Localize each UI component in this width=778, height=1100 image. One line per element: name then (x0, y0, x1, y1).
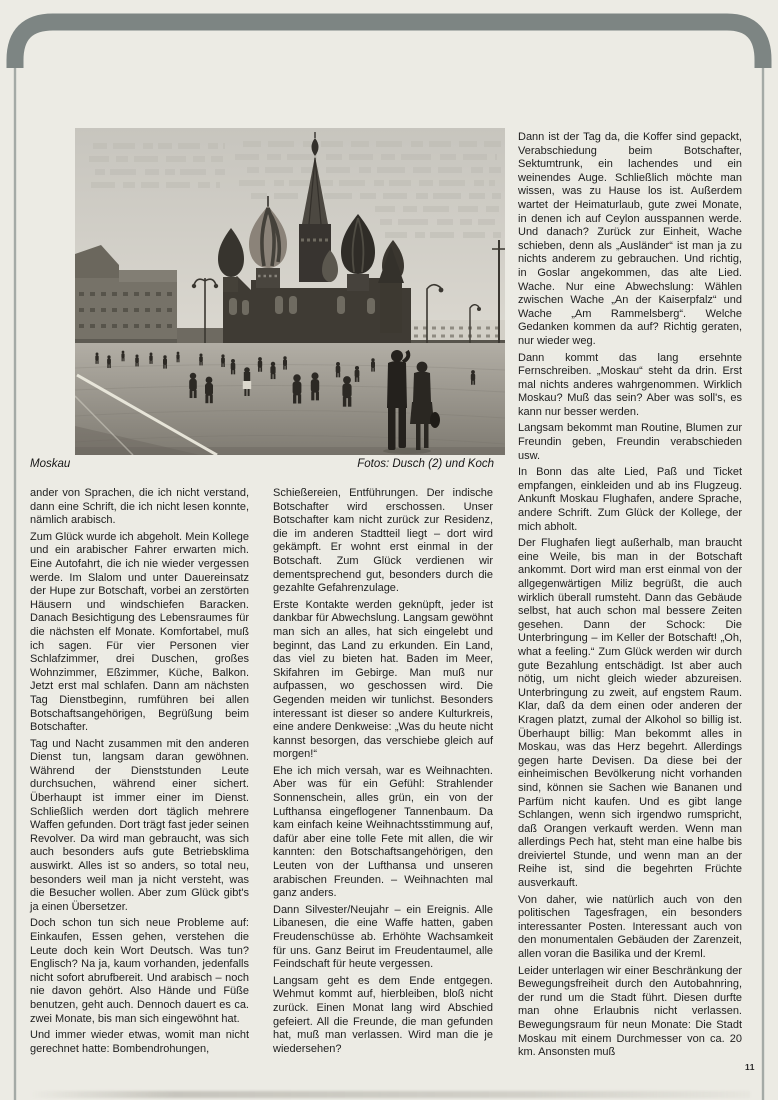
article-paragraph: Tag und Nacht zusammen mit den anderen Dienst tun, langsam daran gewöhnen. Während der Dienststunden Leute durchsuchen, während einer sichert. Überhaupt ist immer einer im Dienst. Schließlich werden dort täglich mehrere Waffen gefunden. Dort trägt fast jeder seinen Revolver. Da wird man gebraucht, was sich auch besonders aufs gute Betriebsklima auswirkt. Alles ist so anders, so total neu, besonders weil man ja nicht versteht, was die Besucher wollen. Aber zum Glück gibt's ja einen Übersetzer. (30, 737, 249, 913)
article-paragraph: Zum Glück wurde ich abgeholt. Mein Kollege und ein arabischer Fahrer erwarten mich. Eine Autofahrt, die ich nie wieder vergessen werde. Im Slalom und unter Dauereinsatz der Hupe zur Botschaft, vorbei an zerstörten Häusern und windschiefen Baracken. Danach Besichtigung des Lebensraumes für die nächsten elf Monate. Komfortabel, muß ich sagen. Für vier Personen vier Schlafzimmer, drei Duschen, großes Wohnzimmer, Eßzimmer, Küche, Balkon. Jetzt erst mal schlafen. Dann am nächsten Tag Dienstbeginn, rumführen bei allen Botschaftsangehörigen, Begrüßung beim Botschafter. (30, 530, 249, 734)
article-paragraph: In Bonn das alte Lied, Paß und Ticket empfangen, einkleiden und ab ins Flugzeug. Ankunft Moskau Flughafen, andere Sprache, andere Schrift. Zum Glück der Kollege, der mich abholt. (518, 466, 742, 533)
article-paragraph: Langsam bekommt man Routine, Blumen zur Freundin geben, Freundin verabschieden usw. (518, 422, 742, 462)
article-paragraph: Dann Silvester/Neujahr – ein Ereignis. Alle Libanesen, die eine Waffe hatten, gaben Freudenschüsse ab. Erhöhte Wachsamkeit für uns. Ganz Beirut im Freudentaumel, alle Feindschaft für heute vergessen. (273, 903, 493, 971)
photo-illustration (75, 128, 505, 455)
frame-top-band (15, 22, 763, 68)
bottom-smudge (30, 1091, 750, 1098)
article-paragraph: Leider unterlagen wir einer Beschränkung der Bewegungsfreiheit durch den Autobahnring, der rund um die Stadt führt. Diesen durfte man ohne Erlaubnis nicht verlassen. Bewegungsraum für neun Monate: Die Stadt Moskau mit einem Durchmesser von ca. 20 km. Ansonsten muß (518, 964, 742, 1059)
article-column-right (518, 131, 742, 1063)
article-column-left (30, 487, 249, 1059)
article-paragraph: Erste Kontakte werden geknüpft, jeder ist dankbar für Abwechslung. Langsam gewöhnt man sich an alles, hat sich eingelebt und beginnt, das Land zu erkunden. Ein Land, das viel zu bieten hat. Baden im Meer, Skifahren im Gebirge. Man muß nur aufpassen, wo geschossen wird. Die Gegenden meiden wir tunlichst. Besonders interessant ist dieser so andere Kulturkreis, eine andere Denkweise: „Was du heute nicht kannst besorgen, das verschiebe gleich auf morgen!“ (273, 598, 493, 761)
article-paragraph: Schießereien, Entführungen. Der indische Botschafter wird erschossen. Unser Botschafter kam nicht zurück zur Residenz, die im anderen Stadtteil liegt – dort wird gekämpft. Er wohnt erst einmal in der Botschaft. Zum Glück verdienen wir dementsprechend gut, besonders durch die gezahlte Gefahrenzulage. (273, 487, 493, 595)
article-paragraph: Dann ist der Tag da, die Koffer sind gepackt, Verabschiedung beim Botschafter, Sektumtrunk, ein lachendes und ein weinendes Auge. Schließlich möchte man wissen, was zu Hause los ist. Außerdem wartet der Heimaturlaub, gute zwei Monate, in denen ich auf Ceylon ausspannen werde. Und danach? Zurück zur Einheit, Wache schieben, denn als „Ausländer“ ist man ja zu nichts anderem zu gebrauchen. Und richtig, in Goslar angekommen, das alte Lied. Wache. Nur eine Abwechslung: Wählen zwischen Wache „An der Kaiserpfalz“ und Wache „Am Rammelsberg“. Welche Gedanken kommen da auf? Richtig geraten, nur wieder weg. (518, 131, 742, 347)
photo-caption-credit: Fotos: Dusch (2) und Koch (357, 458, 494, 470)
article-paragraph: Langsam geht es dem Ende entgegen. Wehmut kommt auf, hierbleiben, bloß nicht zurück. Einen Monat lang wird Abschied gefeiert. All die Freunde, die man gefunden hat, muß man verlassen. Wird man die je wiedersehen? (273, 974, 493, 1055)
photo-caption-row (30, 458, 494, 470)
article-paragraph: Von daher, wie natürlich auch von den politischen Tagesfragen, ein besonders interessanter Posten. Interessant auch von den monumentalen Gebäuden der Zarenzeit, allen voran die Basilika und der Kreml. (518, 893, 742, 961)
photo-caption-location: Moskau (30, 458, 71, 470)
article-column-middle (273, 487, 493, 1059)
page-number: 11 (745, 1062, 755, 1072)
article-paragraph: Doch schon tun sich neue Probleme auf: Einkaufen, Essen gehen, verstehen die Leute doch kein Wort Deutsch. Was tun? Englisch? Na ja, kaum vorhanden, jedenfalls nicht sofort abrufbereit. Und arabisch – noch nie davon gehört. Also Hände und Füße benutzen, geht auch. Dennoch dauert es ca. zwei Monate, bis man sich eingewöhnt hat. (30, 917, 249, 1025)
article-paragraph: Der Flughafen liegt außerhalb, man braucht eine Weile, bis man in der Botschaft ankommt. Dort wird man erst einmal von der allgegenwärtigen Miliz begrüßt, die auch wirklich überall rumsteht. Dann das Gebäude selbst, hat auch schon mal bessere Zeiten gesehen. Dann der Schock: Die Unterbringung – im Keller der Botschaft! „Oh, what a feeling.“ Zum Glück werden wir durch gute Bezahlung entschädigt. Ist aber auch nötig, um nicht gleich wieder abzureisen. Unterbringung zu zweit, auf engstem Raum. Klar, daß da dem einen oder anderen der Kragen platzt, zumal der Alkohol so billig ist. Überhaupt billig: Man bekommt alles in Moskau, was das Herz begehrt. Allerdings gegen harte Devisen. Da diese bei der einheimischen Bevölkerung nicht vorhanden sind, können sie Sachen wie Bananen und Parfüm nicht kaufen. Und es gibt lange Schlangen, wenn sich irgendwo rumspricht, daß Orangen verkauft werden. Wenn man allerdings Pech hat, steht man eine halbe bis dreiviertel Stunde, und wenn man an der Reihe ist, sind die begehrten Früchte ausverkauft. (518, 537, 742, 890)
article-paragraph: Dann kommt das lang ersehnte Fernschreiben. „Moskau“ steht da drin. Erst mal nichts anderes wahrgenommen. Wirklich Moskau? Muß das sein? Aber was soll's, es kann nur besser werden. (518, 351, 742, 418)
article-paragraph: Und immer wieder etwas, womit man nicht gerechnet hatte: Bombendrohungen, (30, 1029, 249, 1055)
article-paragraph: Ehe ich mich versah, war es Weihnachten. Aber was für ein Gefühl: Strahlender Sonnenschein, alles grün, ein von der Lufthansa eingeflogener Tannenbaum. Da kam einfach keine Weihnachtsstimmung auf, dafür aber eine tolle Fete mit allen, die wir kannten: den Botschaftsangehörigen, den Leuten von der Lufthansa und unseren arabischen Freunden. – Weihnachten mal ganz anders. (273, 764, 493, 900)
article-paragraph: ander von Sprachen, die ich nicht verstand, dann eine Schrift, die ich nicht lesen konnte, nämlich arabisch. (30, 487, 249, 527)
pavement-edge (75, 447, 505, 455)
photo-red-square (75, 128, 505, 455)
